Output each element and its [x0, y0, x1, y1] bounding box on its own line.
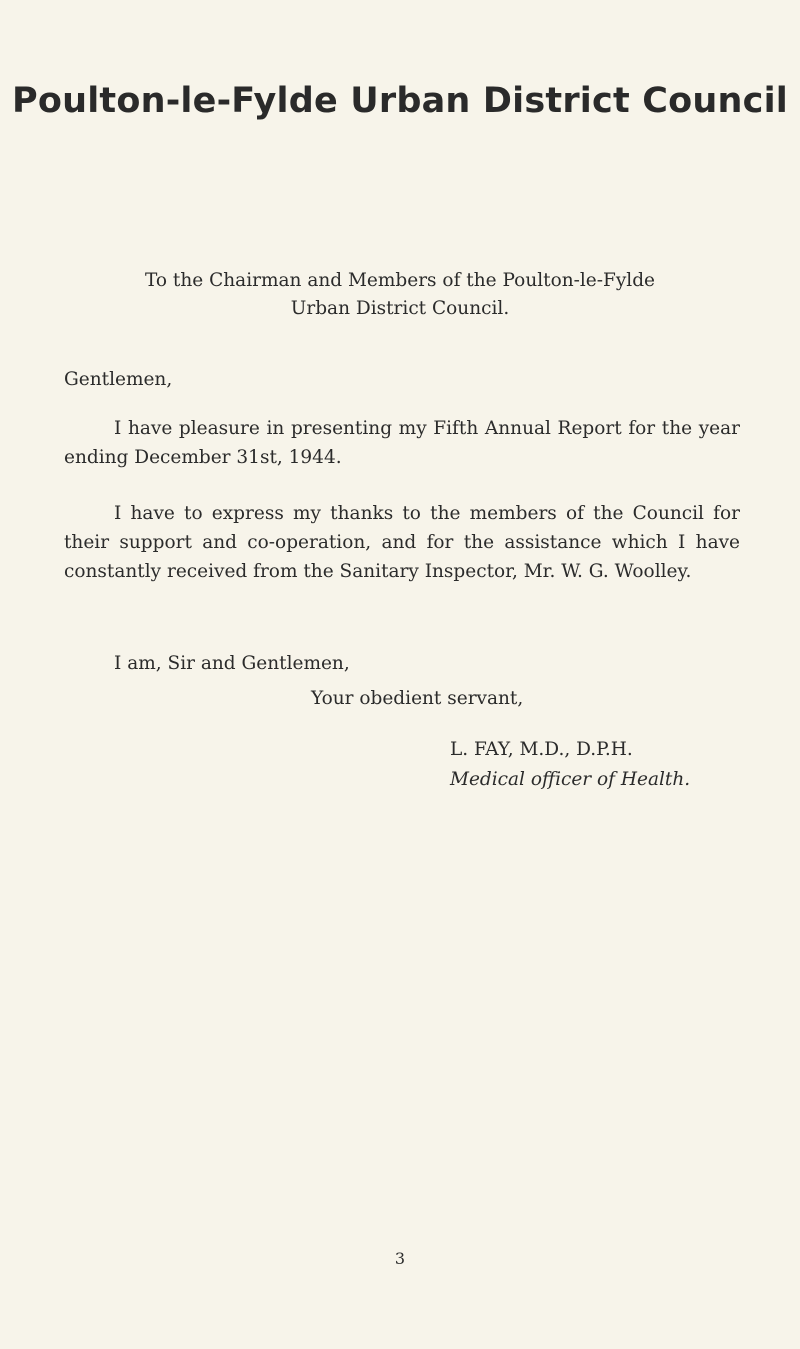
closing-line: I am, Sir and Gentlemen,: [114, 653, 350, 674]
signature-title: Medical officer of Health.: [450, 769, 691, 790]
addressee-line-2: Urban District Council.: [290, 298, 510, 319]
body-paragraph-1: I have pleasure in presenting my Fifth Annual Report for the year ending December 31st, 1944.: [64, 418, 740, 468]
signature-name: L. FAY, M.D., D.P.H.: [450, 739, 633, 760]
page-number: 3: [394, 1249, 406, 1268]
servant-line: Your obedient servant,: [311, 688, 524, 709]
page-title: Poulton-le-Fylde Urban District Council: [12, 81, 788, 121]
addressee-line-1: To the Chairman and Members of the Poulton-le-Fylde: [145, 270, 655, 291]
body-paragraph-2: I have to express my thanks to the members of the Council for their support and co-operation, and for the assistance which I have constantly received from the Sanitary Inspector, Mr. W. G. Woolley.: [64, 503, 740, 582]
salutation: Gentlemen,: [64, 369, 173, 390]
addressee: [0, 267, 800, 323]
